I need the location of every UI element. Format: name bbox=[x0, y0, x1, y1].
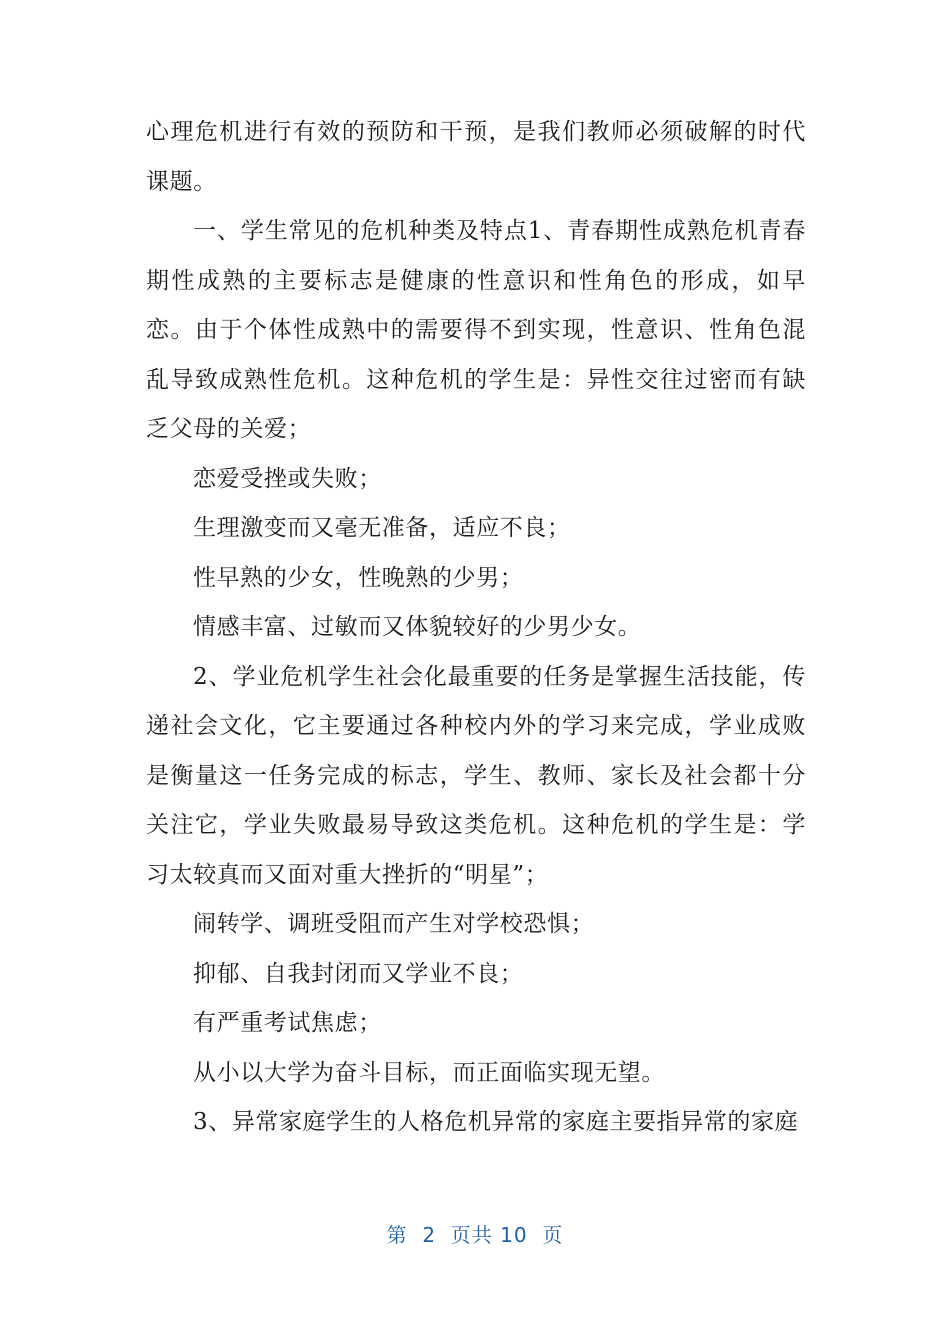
paragraph: 从小以大学为奋斗目标，而正面临实现无望。 bbox=[193, 1059, 665, 1086]
paragraph: 性早熟的少女，性晚熟的少男； bbox=[193, 564, 524, 591]
paragraph: 心理危机进行有效的预防和干预，是我们教师必须破解的时代课题。 bbox=[146, 119, 806, 195]
paragraph: 2、学业危机学生社会化最重要的任务是掌握生活技能，传递社会文化，它主要通过各种校内外的学习来完成，学业成败是衡量这一任务完成的标志，学生、教师、家长及社会都十分关注它，学业失败最易导致这类危机。这种危机的学生是：学习太较真而又面对重大挫折的“明星”； bbox=[146, 663, 806, 888]
paragraph: 抑郁、自我封闭而又学业不良； bbox=[193, 960, 524, 987]
paragraph: 一、学生常见的危机种类及特点1、青春期性成熟危机青春期性成熟的主要标志是健康的性意识和性角色的形成，如早恋。由于个体性成熟中的需要得不到实现，性意识、性角色混乱导致成熟性危机。这种危机的学生是：异性交往过密而有缺乏父母的关爱； bbox=[146, 218, 806, 442]
paragraph: 生理激变而又毫无准备，适应不良； bbox=[193, 515, 571, 541]
paragraph: 有严重考试焦虑； bbox=[193, 1010, 382, 1036]
paragraph: 恋爱受挫或失败； bbox=[193, 465, 382, 492]
paragraph: 情感丰富、过敏而又体貌较好的少男少女。 bbox=[193, 614, 642, 640]
page-footer: 第 2 页共 10 页 bbox=[386, 1223, 564, 1247]
document-body bbox=[146, 108, 806, 1148]
paragraph: 3、异常家庭学生的人格危机异常的家庭主要指异常的家庭 bbox=[193, 1109, 799, 1135]
paragraph: 闹转学、调班受阻而产生对学校恐惧； bbox=[193, 911, 595, 937]
